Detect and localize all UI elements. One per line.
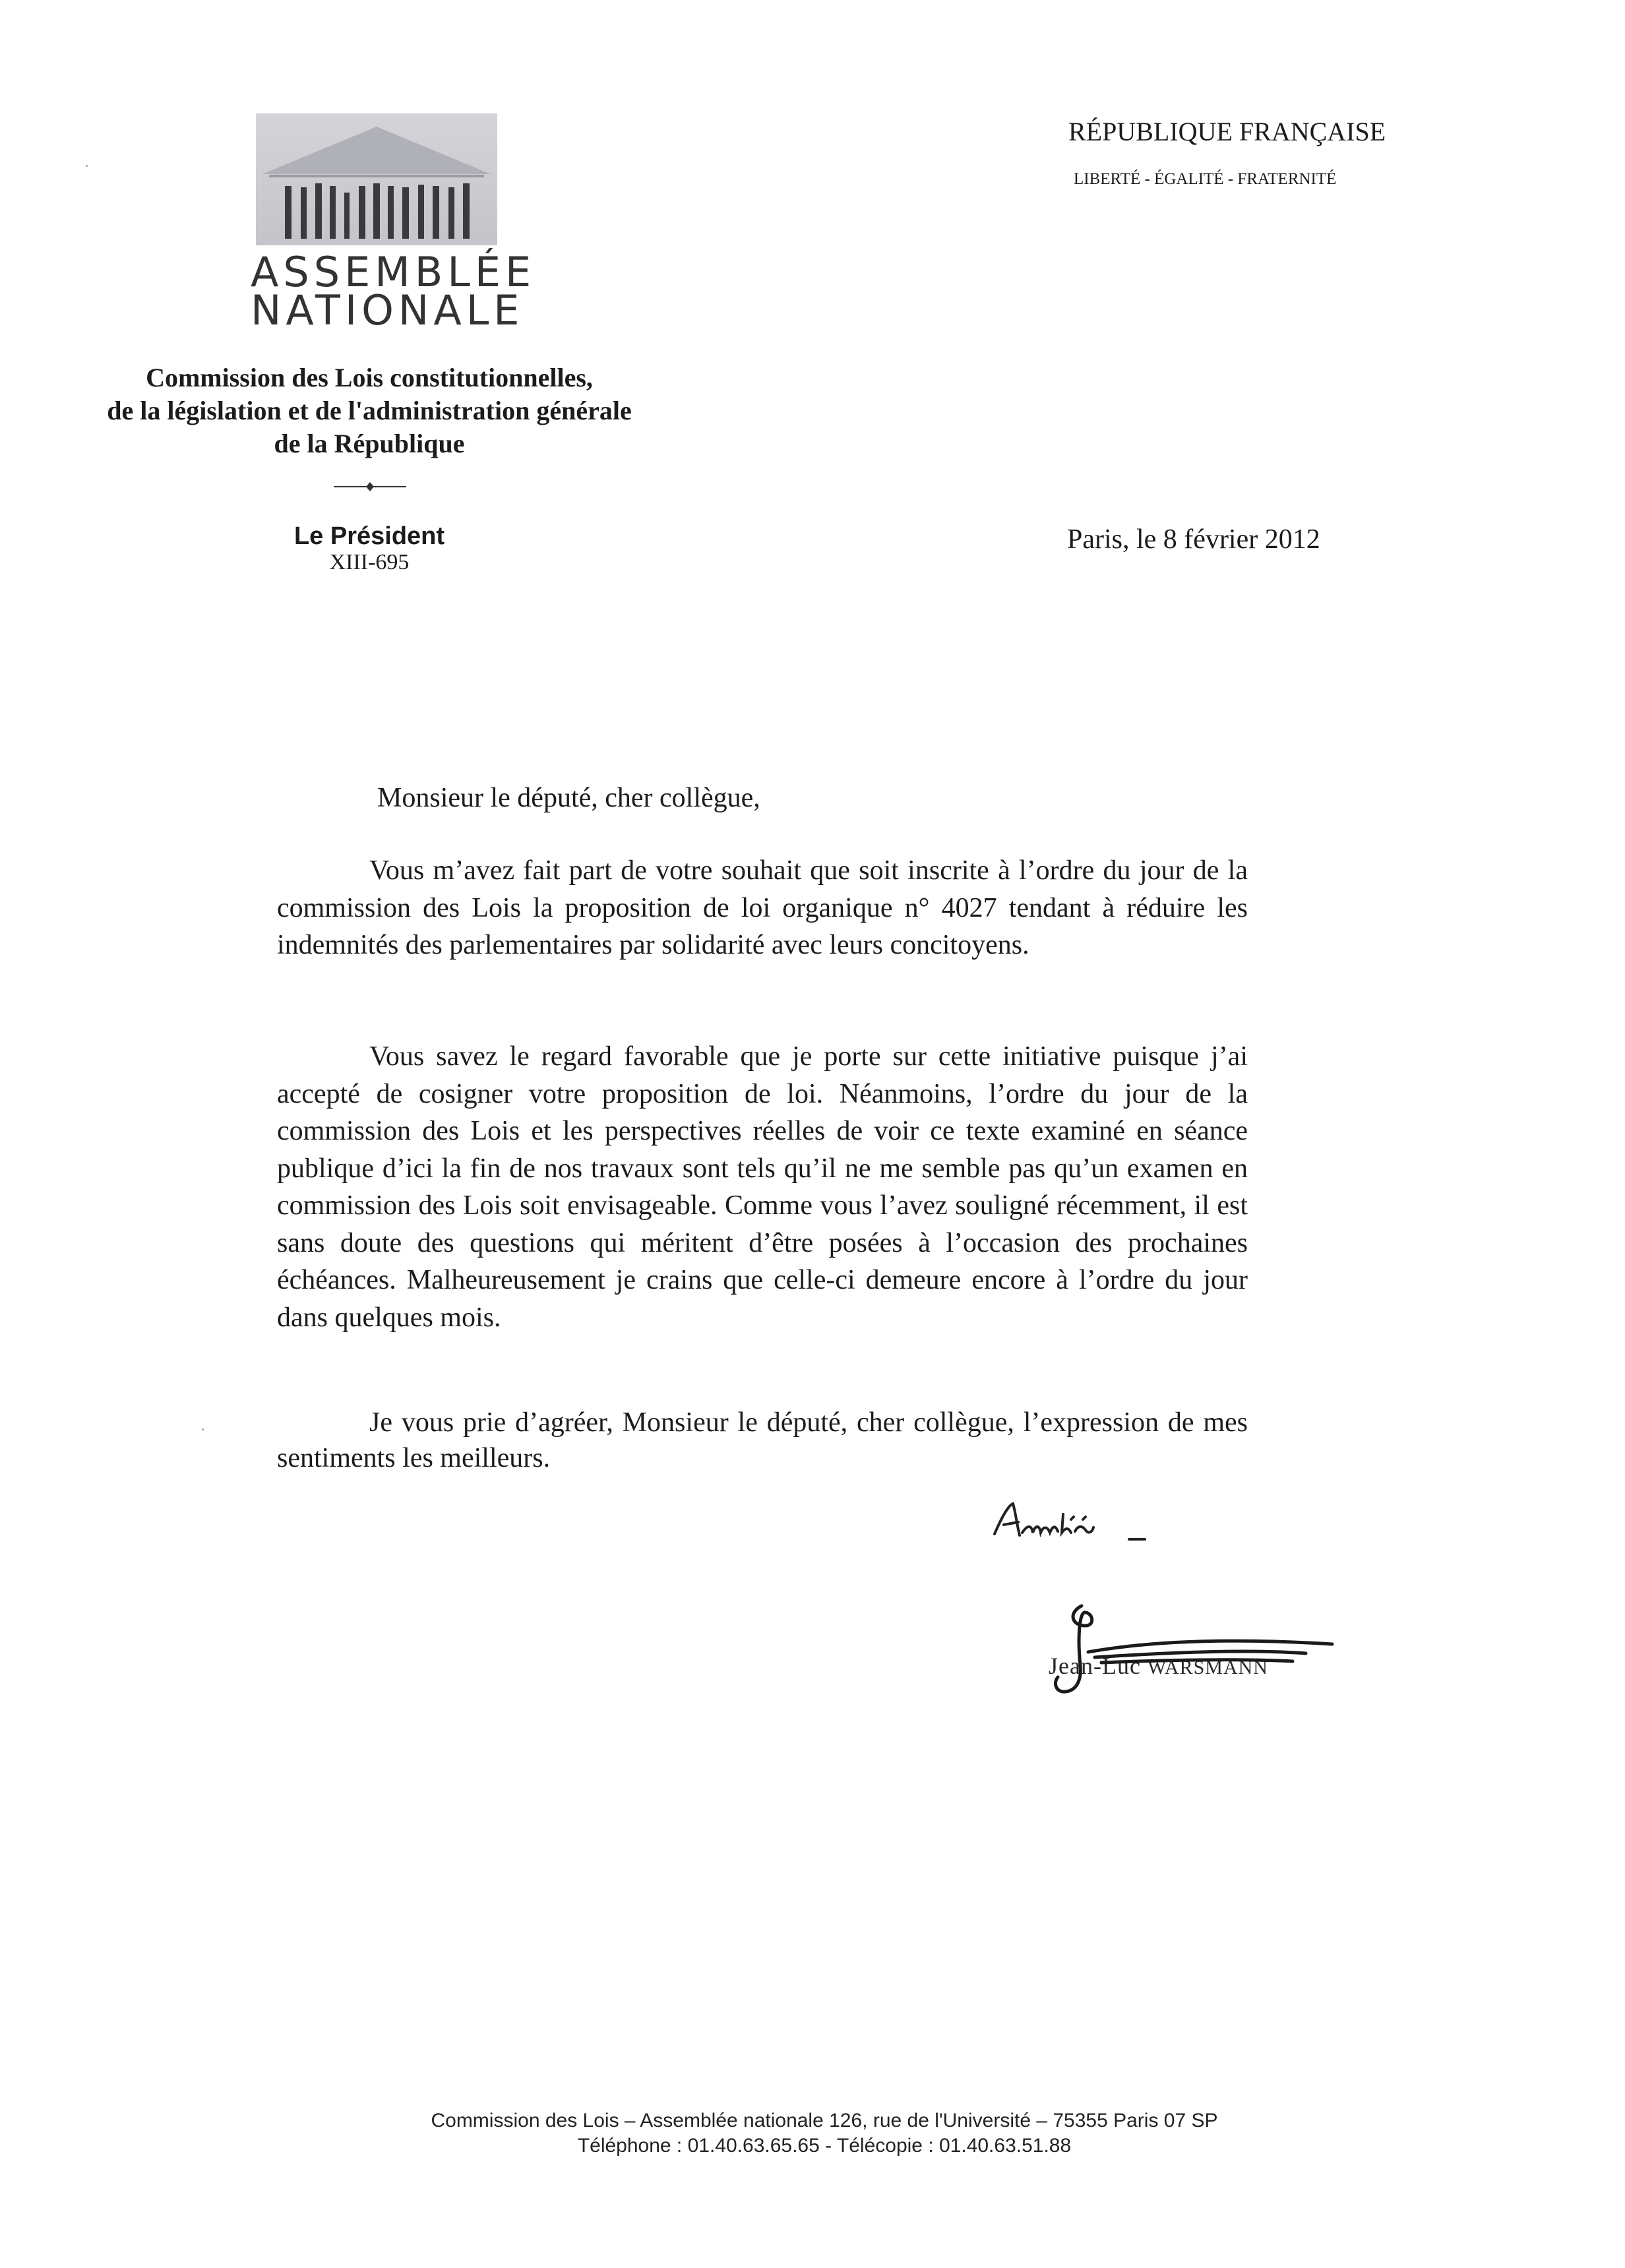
president-title: Le Président xyxy=(293,522,445,550)
commission-line-3: de la République xyxy=(274,429,465,458)
scan-speck xyxy=(202,1428,204,1430)
reference-number: XIII-695 xyxy=(329,550,410,574)
footer-contact: Téléphone : 01.40.63.65.65 - Télécopie : 01.40.63.51.88 xyxy=(577,2135,1072,2157)
palais-bourbon-icon xyxy=(256,113,497,245)
salutation: Monsieur le député, cher collègue, xyxy=(377,783,760,813)
commission-line-1: Commission des Lois constitutionnelles, xyxy=(146,363,593,392)
scan-speck xyxy=(86,165,88,167)
ornament-divider-icon xyxy=(334,480,406,493)
logo-text-line2: NATIONALE xyxy=(251,286,524,334)
signatory-last-name: WARSMANN xyxy=(1147,1657,1268,1678)
paragraph-1-text: Vous m’avez fait part de votre souhait que soit inscrite à l’ordre du jour de la commission des Lois la proposition de loi organique n° 4027 tendant à réduire les indemnités des parlementaires par solidarité avec leurs concitoyens. xyxy=(277,855,1248,960)
paragraph-2 xyxy=(277,1038,1248,1336)
letter-date: Paris, le 8 février 2012 xyxy=(1067,524,1320,555)
commission-line-2: de la législation et de l'administration générale xyxy=(107,396,632,425)
paragraph-3-text: Je vous prie d’agréer, Monsieur le député, cher collègue, l’expression de mes sentiments les meilleurs. xyxy=(277,1407,1248,1473)
signatory-first-name: Jean-Luc xyxy=(1049,1653,1141,1679)
commission-heading xyxy=(40,361,699,460)
footer-address: Commission des Lois – Assemblée nationale 126, rue de l'Université – 75355 Paris 07 SP xyxy=(431,2110,1218,2131)
handwritten-signature xyxy=(1042,1599,1345,1698)
assemblee-logo xyxy=(256,113,497,245)
handwritten-closing xyxy=(989,1496,1161,1548)
paragraph-3 xyxy=(277,1405,1248,1476)
paragraph-2-text: Vous savez le regard favorable que je porte sur cette initiative puisque j’ai accepté de cosigner votre proposition de loi. Néanmoins, l’ordre du jour de la commission des Lois et les perspectives réelles de voir ce texte examiné en séance publique d’ici la fin de nos travaux sont tels qu’il ne me semble pas qu’un examen en commission des Lois soit envisageable. Comme vous l’avez souligné récemment, il est sans doute des questions qui méritent d’être posées à l’occasion des prochaines échéances. Malheureusement je crains que celle-ci demeure encore à l’ordre du jour dans quelques mois. xyxy=(277,1041,1248,1333)
republic-heading: RÉPUBLIQUE FRANÇAISE xyxy=(1068,117,1386,146)
logo-text-line1: ASSEMBLÉE xyxy=(251,248,536,296)
republic-motto: LIBERTÉ - ÉGALITÉ - FRATERNITÉ xyxy=(1074,170,1337,188)
paragraph-1 xyxy=(277,852,1248,964)
